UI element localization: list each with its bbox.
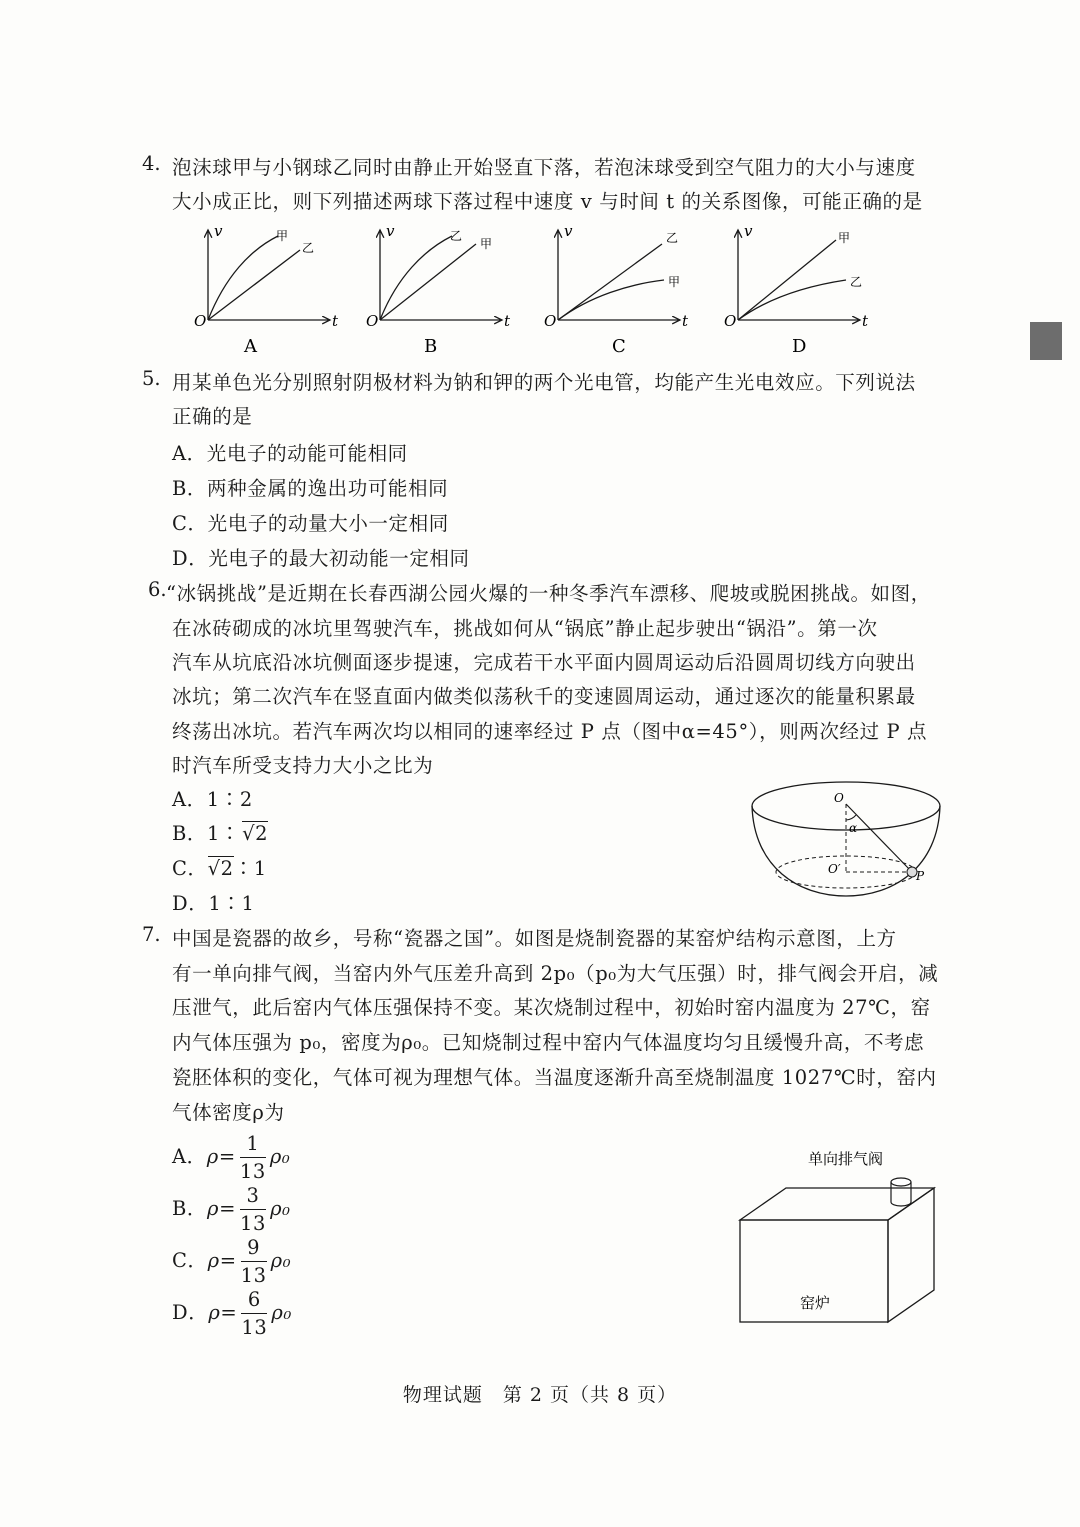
graph-a-v-label: v bbox=[214, 222, 223, 240]
graph-d-origin: O bbox=[724, 312, 737, 330]
page-footer: 物理试题 第 2 页（共 8 页） bbox=[402, 1384, 678, 1406]
q4-text-line2: 大小成正比，则下列描述两球下落过程中速度 v 与时间 t 的关系图像，可能正确的是 bbox=[172, 190, 923, 213]
q7-option-b-den: 13 bbox=[240, 1211, 267, 1235]
figure-o-prime-label: O′ bbox=[828, 862, 841, 876]
q7-text-line2: 有一单向排气阀，当窑内外气压差升高到 2p₀（p₀为大气压强）时，排气阀会开启，减 bbox=[172, 962, 939, 985]
q6-text-line2: 在冰砖砌成的冰坑里驾驶汽车，挑战如何从“锅底”静止起步驶出“锅沿”。第一次 bbox=[172, 617, 878, 640]
q7-option-a-rhs: ρ₀ bbox=[269, 1145, 291, 1168]
q5-option-d: D．光电子的最大初动能一定相同 bbox=[172, 547, 470, 570]
graph-a-letter: A bbox=[244, 336, 257, 357]
q7-text-line3: 压泄气，此后窑内气体压强保持不变。某次烧制过程中，初始时窑内温度为 27℃，窑 bbox=[172, 996, 931, 1019]
q7-option-b-num: 3 bbox=[240, 1186, 266, 1210]
q6-option-b bbox=[172, 818, 268, 846]
kiln-label: 窑炉 bbox=[800, 1294, 831, 1312]
q7-option-a-lhs: ρ= bbox=[206, 1145, 236, 1168]
graph-c-t-label: t bbox=[682, 312, 689, 330]
q7-option-c-num: 9 bbox=[241, 1238, 267, 1262]
q7-option-a-letter: A． bbox=[172, 1145, 207, 1168]
q6-option-b-root: √2 bbox=[242, 822, 269, 845]
graph-c-v-label: v bbox=[564, 222, 573, 240]
q6-option-c bbox=[172, 853, 267, 881]
graph-b-origin: O bbox=[366, 312, 379, 330]
q6-text-line6: 时汽车所受支持力大小之比为 bbox=[172, 754, 434, 777]
q6-text-line4: 冰坑；第二次汽车在竖直面内做类似荡秋千的变速圆周运动，通过逐次的能量积累最 bbox=[172, 685, 916, 708]
q7-option-d-rhs: ρ₀ bbox=[271, 1301, 292, 1324]
ice-pit-figure bbox=[748, 772, 948, 902]
graph-d-letter: D bbox=[792, 336, 807, 357]
graph-b-t-label: t bbox=[504, 312, 511, 330]
q7-option-c-lhs: ρ= bbox=[207, 1249, 237, 1272]
q6-text-line5: 终荡出冰坑。若汽车两次均以相同的速率经过 P 点（图中α=45°），则两次经过 P 点 bbox=[172, 720, 928, 743]
q7-text-line4: 内气体压强为 p₀，密度为ρ₀。已知烧制过程中窑内气体温度均匀且缓慢升高，不考虑 bbox=[172, 1031, 925, 1054]
graph-a bbox=[194, 222, 339, 330]
graph-a-lower-label: 乙 bbox=[302, 241, 315, 255]
graph-b bbox=[366, 222, 511, 330]
graph-d bbox=[724, 222, 869, 330]
q5-option-c: C．光电子的动量大小一定相同 bbox=[172, 512, 449, 535]
q7-option-c-den: 13 bbox=[240, 1263, 267, 1287]
graph-a-t-label: t bbox=[332, 312, 339, 330]
q7-option-b-rhs: ρ₀ bbox=[270, 1197, 291, 1220]
q5-option-b: B．两种金属的逸出功可能相同 bbox=[172, 477, 449, 500]
q6-option-b-prefix: B．1∶ bbox=[172, 822, 241, 845]
q6-number: 6. bbox=[148, 578, 167, 601]
figure-p-label: P bbox=[916, 869, 925, 883]
figure-alpha-label: α bbox=[849, 821, 858, 835]
q6-option-c-suffix: ∶1 bbox=[233, 857, 267, 880]
q7-option-d-lhs: ρ= bbox=[208, 1301, 238, 1324]
q5-text-line1: 用某单色光分别照射阴极材料为钠和钾的两个光电管，均能产生光电效应。下列说法 bbox=[172, 371, 916, 394]
q4-graphs bbox=[180, 222, 900, 357]
q7-option-d-fraction bbox=[241, 1290, 267, 1337]
graph-d-t-label: t bbox=[862, 312, 869, 330]
graph-c-origin: O bbox=[544, 312, 557, 330]
q6-text-line1: “冰锅挑战”是近期在长春西湖公园火爆的一种冬季汽车漂移、爬坡或脱困挑战。如图， bbox=[166, 582, 931, 605]
q7-option-d-num: 6 bbox=[241, 1290, 267, 1314]
graph-d-upper-label: 甲 bbox=[838, 231, 851, 245]
graph-b-letter: B bbox=[424, 336, 438, 357]
q7-option-c-rhs: ρ₀ bbox=[270, 1249, 292, 1272]
graph-a-origin: O bbox=[194, 312, 207, 330]
q5-text-line2: 正确的是 bbox=[172, 405, 253, 428]
graph-b-v-label: v bbox=[386, 222, 395, 240]
q7-number: 7. bbox=[142, 923, 161, 946]
graph-b-upper-label: 乙 bbox=[450, 229, 463, 243]
graph-d-v-label: v bbox=[744, 222, 753, 240]
q7-option-b-letter: B． bbox=[172, 1197, 208, 1220]
q7-option-c bbox=[172, 1238, 291, 1285]
q7-text-line1: 中国是瓷器的故乡，号称“瓷器之国”。如图是烧制瓷器的某窑炉结构示意图，上方 bbox=[172, 927, 897, 950]
figure-o-label: O bbox=[834, 791, 844, 805]
q6-option-a: A．1∶2 bbox=[172, 788, 253, 811]
q6-option-b-root-value: 2 bbox=[255, 822, 269, 845]
q7-option-b-lhs: ρ= bbox=[207, 1197, 237, 1220]
graph-c-lower-label: 甲 bbox=[668, 275, 681, 289]
q7-option-d-letter: D． bbox=[172, 1301, 209, 1324]
q7-option-a-num: 1 bbox=[240, 1134, 266, 1158]
q7-option-c-letter: C． bbox=[172, 1249, 208, 1272]
valve-label: 单向排气阀 bbox=[808, 1150, 884, 1168]
q5-number: 5. bbox=[142, 367, 161, 390]
q7-option-d bbox=[172, 1290, 292, 1337]
q7-option-a-fraction bbox=[240, 1134, 266, 1181]
q7-option-b-fraction bbox=[240, 1186, 266, 1233]
q7-option-a bbox=[172, 1134, 290, 1181]
q4-number: 4. bbox=[142, 152, 161, 175]
graph-d-lower-label: 乙 bbox=[850, 275, 863, 289]
graph-c bbox=[544, 222, 689, 330]
graph-a-upper-label: 甲 bbox=[276, 229, 289, 243]
q7-option-d-den: 13 bbox=[241, 1315, 268, 1339]
q7-option-a-den: 13 bbox=[239, 1159, 266, 1183]
q6-option-c-root: √2 bbox=[207, 857, 234, 880]
q7-option-c-fraction bbox=[241, 1238, 267, 1285]
graph-c-upper-label: 乙 bbox=[666, 231, 679, 245]
q7-text-line5: 瓷胚体积的变化，气体可视为理想气体。当温度逐渐升高至烧制温度 1027℃时，窑内 bbox=[172, 1066, 937, 1089]
q6-option-c-prefix: C． bbox=[172, 857, 208, 880]
graph-b-lower-label: 甲 bbox=[480, 237, 493, 251]
q6-option-c-root-value: 2 bbox=[220, 857, 234, 880]
q7-text-line6: 气体密度ρ为 bbox=[172, 1101, 285, 1124]
q6-option-d: D．1∶1 bbox=[172, 892, 255, 915]
side-tab-marker bbox=[1030, 322, 1062, 360]
kiln-figure bbox=[730, 1140, 950, 1332]
q5-option-a: A．光电子的动能可能相同 bbox=[172, 442, 408, 465]
graph-c-letter: C bbox=[612, 336, 626, 357]
q6-text-line3: 汽车从坑底沿冰坑侧面逐步提速，完成若干水平面内圆周运动后沿圆周切线方向驶出 bbox=[172, 651, 916, 674]
q4-text-line1: 泡沫球甲与小钢球乙同时由静止开始竖直下落，若泡沫球受到空气阻力的大小与速度 bbox=[172, 156, 916, 179]
q7-option-b bbox=[172, 1186, 291, 1233]
